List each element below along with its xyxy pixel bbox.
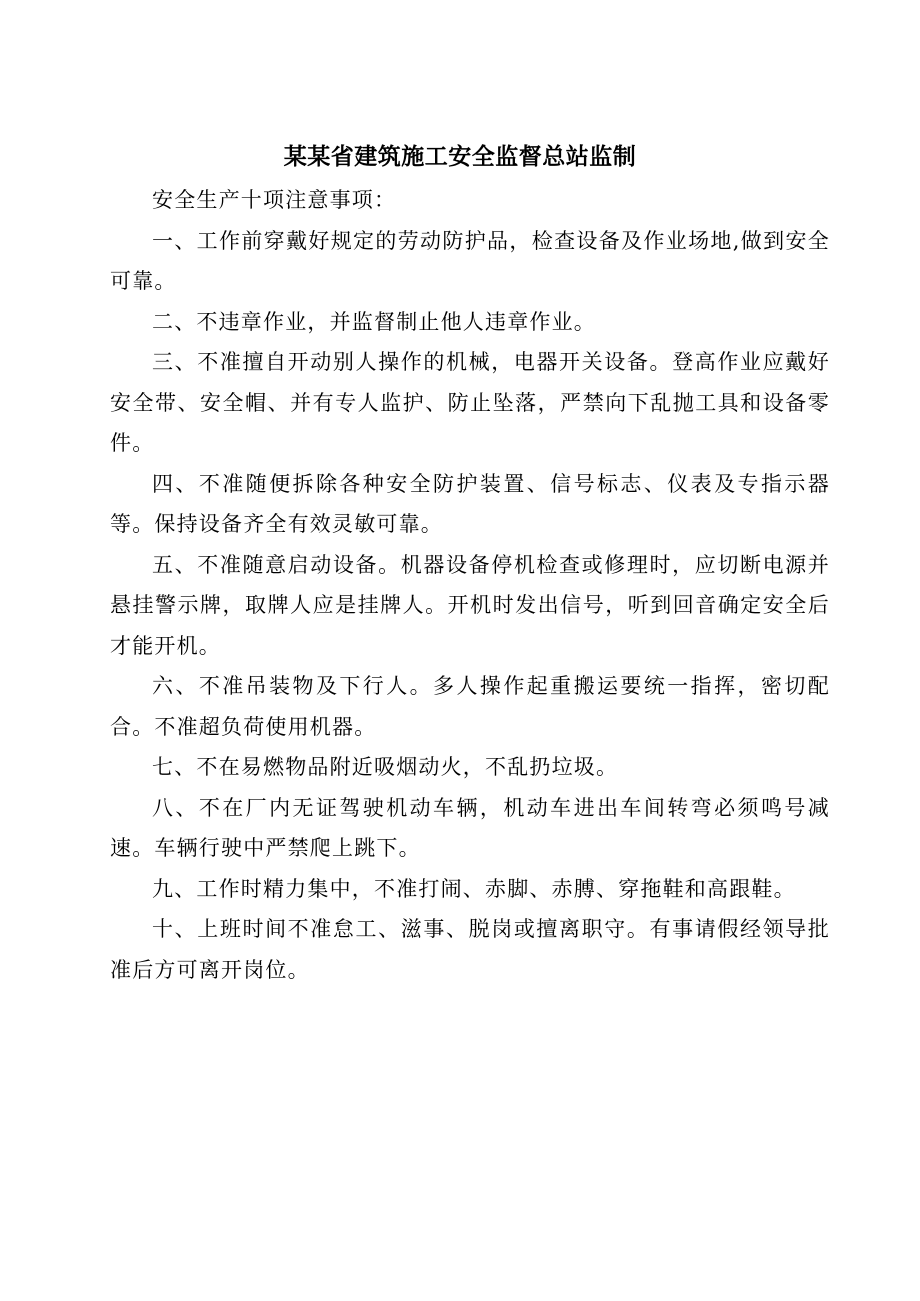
document-title: 某某省建筑施工安全监督总站监制 <box>283 144 637 170</box>
rule-item-5: 五、不准随意启动设备。机器设备停机检查或修理时，应切断电源并悬挂警示牌，取牌人应是挂牌人。开机时发出信号，听到回音确定安全后才能开机。 <box>110 552 830 658</box>
rule-item-1: 一、工作前穿戴好规定的劳动防护品，检查设备及作业场地,做到安全可靠。 <box>110 228 830 293</box>
rule-item-3: 三、不准擅自开动别人操作的机械，电器开关设备。登高作业应戴好安全带、安全帽、并有专人监护、防止坠落，严禁向下乱抛工具和设备零件。 <box>110 350 830 455</box>
rule-item-9: 九、工作时精力集中，不准打闹、赤脚、赤膊、穿拖鞋和高跟鞋。 <box>152 876 796 901</box>
rule-item-6: 六、不准吊装物及下行人。多人操作起重搬运要统一指挥，密切配合。不准超负荷使用机器。 <box>110 674 830 739</box>
section-heading: 安全生产十项注意事项： <box>152 188 397 212</box>
rule-item-8: 八、不在厂内无证驾驶机动车辆，机动车进出车间转弯必须鸣号减速。车辆行驶中严禁爬上跳下。 <box>110 795 830 860</box>
rule-item-10: 十、上班时间不准怠工、滋事、脱岗或擅离职守。有事请假经领导批准后方可离开岗位。 <box>110 917 830 982</box>
rule-item-2: 二、不违章作业，并监督制止他人违章作业。 <box>152 309 596 334</box>
rule-item-7: 七、不在易燃物品附近吸烟动火，不乱扔垃圾。 <box>152 755 619 779</box>
document-body <box>110 180 830 990</box>
rule-item-4: 四、不准随便拆除各种安全防护装置、信号标志、仪表及专指示器等。保持设备齐全有效灵敏可靠。 <box>110 471 830 536</box>
